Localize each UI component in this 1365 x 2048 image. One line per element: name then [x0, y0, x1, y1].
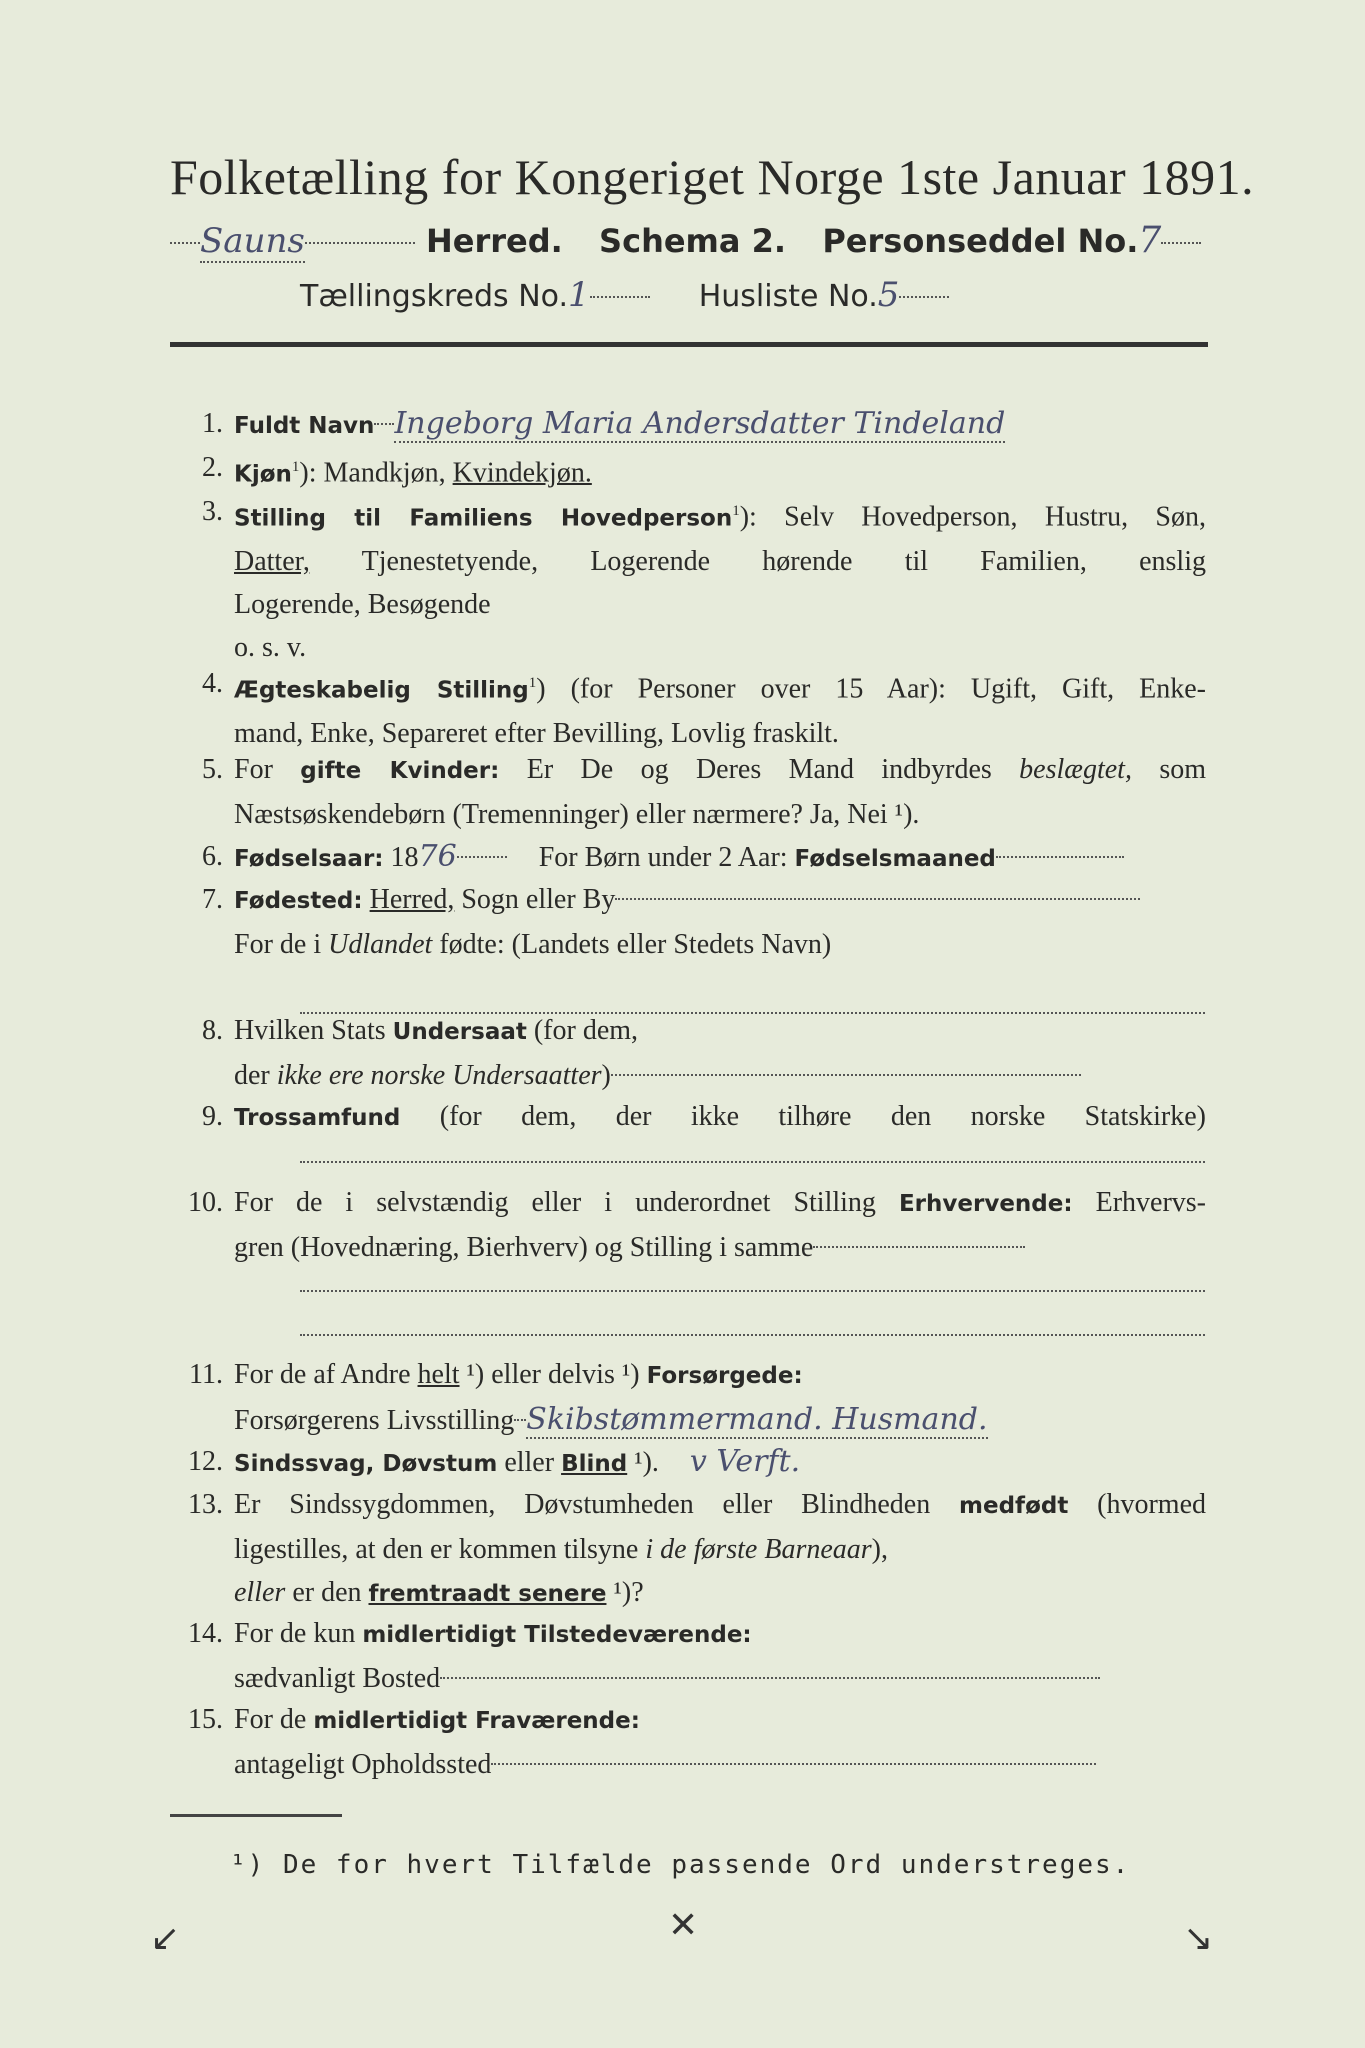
item-text: [234, 1353, 1206, 1442]
married-women-question-2: Næstsøskendebørn (Tremenninger) eller nærmere? Ja, Nei ¹).: [234, 799, 920, 830]
item-number: 15.: [188, 1704, 223, 1735]
marital-status-options: ) (for Personer over 15 Aar): Ugift, Gift, Enke-: [536, 673, 1206, 705]
item-number: 12.: [188, 1446, 223, 1477]
congenital-italic: i de første Barneaar: [645, 1534, 872, 1565]
disability-label: Sindssvag, Døvstum: [234, 1451, 498, 1477]
nationality-text-end: (for dem,: [526, 1015, 639, 1046]
marital-status-options-2: mand, Enke, Separeret efter Bevilling, Lovlig fraskilt.: [234, 718, 839, 750]
family-position-options-3: Logerende, Besøgende: [234, 589, 491, 621]
occupation-text-2: gren (Hovednæring, Bierhverv) og Stilling i samme: [234, 1232, 814, 1263]
husliste-label: Husliste No.: [698, 279, 878, 314]
provider-occupation-label: Forsørgerens Livsstilling: [234, 1405, 515, 1436]
item-text: [234, 748, 1206, 836]
item-number: 4.: [202, 668, 223, 699]
blank-line: [300, 1161, 1205, 1163]
corner-mark-icon: ↘: [1183, 1918, 1214, 1959]
birth-year-label: Fødselsaar:: [234, 846, 384, 872]
taellingskreds-value: 1: [568, 275, 590, 315]
birth-year-value: 76: [418, 839, 457, 874]
item-number: 2.: [202, 452, 223, 483]
item-number: 9.: [202, 1101, 223, 1132]
family-position-selected: Datter,: [234, 546, 310, 578]
item-number: 11.: [189, 1359, 223, 1390]
birth-month-text: For Børn under 2 Aar:: [538, 842, 795, 873]
full-name-value: Ingeborg Maria Andersdatter Tindeland: [394, 406, 1006, 441]
item-text: [234, 878, 1206, 966]
birth-month-label: Fødselsmaaned: [794, 846, 996, 872]
nationality-text-2-end: ): [601, 1060, 611, 1091]
item-text: [234, 402, 1206, 448]
item-text: [234, 446, 1206, 496]
item-text: [234, 1440, 1206, 1486]
family-position-label: Stilling til Familiens Hovedperson: [234, 505, 733, 532]
congenital-label: medfødt: [959, 1493, 1069, 1519]
sex-label: Kjøn: [234, 461, 292, 488]
temporary-present-text: For de kun: [234, 1618, 363, 1649]
probable-residence-label: antageligt Opholdssted: [234, 1749, 492, 1780]
form-title: Folketælling for Kongeriget Norge 1ste Januar 1891.: [170, 149, 1255, 205]
schema-label: Schema 2.: [599, 222, 787, 260]
provider-occupation-value: Skibstømmermand. Husmand.: [526, 1402, 988, 1437]
birthplace-label: Fødested:: [234, 888, 363, 914]
header-divider: [170, 342, 1208, 347]
provided-label: Forsørgede:: [646, 1363, 803, 1389]
temporary-absent-text: For de: [234, 1704, 314, 1735]
footnote-ref: 1: [291, 459, 300, 475]
full-name-label: Fuldt Navn: [234, 413, 375, 439]
married-women-label: gifte Kvinder:: [300, 758, 500, 784]
marital-status-label: Ægteskabelig Stilling: [234, 677, 529, 704]
nationality-text-2: der: [234, 1060, 277, 1091]
center-mark-icon: ✕: [668, 1905, 699, 1946]
nationality-label: Undersaat: [392, 1019, 527, 1045]
herred-label: Herred.: [425, 222, 563, 260]
item-text: [234, 1181, 1206, 1269]
occupation-text-end: Erhvervs-: [1072, 1187, 1207, 1218]
item-text: [234, 1483, 1206, 1616]
religion-label: Trossamfund: [234, 1105, 401, 1131]
item-number: 13.: [188, 1489, 223, 1520]
personseddel-value: 7: [1138, 220, 1162, 261]
disability-text-end: ¹).: [627, 1447, 659, 1478]
birthplace-options: Sogn eller By: [454, 884, 616, 915]
footnote: ¹) De for hvert Tilfælde passende Ord understreges.: [230, 1850, 1131, 1880]
taellingskreds-label: Tællingskreds No.: [300, 279, 568, 314]
blank-line: [300, 1334, 1205, 1336]
item-number: 5.: [202, 754, 223, 785]
herred-value: Sauns: [200, 221, 305, 261]
birth-year-prefix: 18: [383, 842, 419, 873]
occupation-label: Erhvervende:: [898, 1191, 1073, 1217]
sex-options: ): Mandkjøn,: [299, 457, 453, 489]
abroad-italic: Udlandet: [328, 929, 433, 960]
personseddel-label: Personseddel No.: [822, 222, 1139, 260]
temporary-absent-label: midlertidigt Fraværende:: [313, 1708, 640, 1734]
married-women-question: Er De og Deres Mand indbyrdes: [499, 754, 1020, 785]
husliste-value: 5: [877, 275, 900, 315]
family-position-options-2: Tjenestetyende, Logerende hørende til Familien, enslig: [309, 546, 1206, 578]
item-number: 7.: [202, 884, 223, 915]
family-position-options: ): Selv Hovedperson, Hustru, Søn,: [739, 501, 1206, 533]
item-text: [234, 1095, 1206, 1140]
item-text: [234, 1698, 1206, 1786]
family-position-etc: o. s. v.: [234, 632, 307, 664]
congenital-text-2: ligestilles, at den er kommen tilsyne: [234, 1534, 646, 1565]
nationality-text: Hvilken Stats: [234, 1015, 393, 1046]
item-number: 14.: [188, 1618, 223, 1649]
later-onset-label: fremtraadt senere: [368, 1581, 607, 1607]
congenital-text-3-end: ¹)?: [606, 1577, 644, 1608]
disability-value: v Verft.: [689, 1444, 801, 1479]
header-row-1: [170, 220, 1201, 261]
disability-blind-label: Blind: [561, 1451, 628, 1477]
item-text: [234, 1612, 1206, 1700]
item-number: 10.: [188, 1187, 223, 1218]
usual-residence-label: sædvanligt Bosted: [234, 1663, 441, 1694]
congenital-text-3: er den: [285, 1577, 369, 1608]
birthplace-selected: Herred,: [369, 884, 455, 915]
congenital-text-end: (hvormed: [1068, 1489, 1207, 1520]
item-lead: For: [234, 754, 301, 785]
footnote-divider: [170, 1814, 342, 1817]
congenital-text: Er Sindssygdommen, Døvstumheden eller Blindheden: [234, 1489, 960, 1520]
item-text: [234, 835, 1206, 881]
blank-line: [300, 1290, 1205, 1292]
header-row-2: [300, 275, 949, 315]
abroad-text: For de i: [234, 929, 329, 960]
item-number: 3.: [202, 496, 223, 527]
congenital-text-2-end: ),: [871, 1534, 888, 1565]
congenital-italic-2: eller: [234, 1577, 286, 1608]
corner-mark-icon: ↙: [150, 1918, 181, 1959]
occupation-text: For de i selvstændig eller i underordnet Stilling: [234, 1187, 899, 1218]
item-number: 1.: [202, 408, 223, 439]
provided-selected: helt: [417, 1359, 460, 1390]
religion-text: (for dem, der ikke tilhøre den norske Statskirke): [439, 1101, 1206, 1132]
married-women-question-end: som: [1131, 754, 1207, 785]
item-text: Ægteskabelig Stilling$^1$) (for Personer over 15 Aar): Ugift, Gift, Enke- mand, Enke, Separeret efter Bevilling, Lovlig fraskilt.: [234, 662, 1206, 755]
abroad-text-end: fødte: (Landets eller Stedets Navn): [432, 929, 832, 960]
married-women-italic: beslægtet,: [1019, 754, 1132, 785]
item-text: [234, 1009, 1206, 1097]
temporary-present-label: midlertidigt Tilstedeværende:: [362, 1622, 752, 1648]
nationality-italic: ikke ere norske Undersaatter: [276, 1060, 602, 1091]
item-number: 6.: [202, 841, 223, 872]
sex-selected: Kvindekjøn.: [452, 457, 592, 489]
provided-text: For de af Andre: [234, 1359, 418, 1390]
item-number: 8.: [202, 1015, 223, 1046]
disability-text: eller: [497, 1447, 562, 1478]
item-text: Stilling til Familiens Hovedperson$^1$): Selv Hovedperson, Hustru, Søn, Datter, Tjenestetyende, Logerende hørende til Familien, enslig Logerende, Besøgende o. s. v.: [234, 490, 1206, 669]
provided-text-mid: ¹) eller delvis ¹): [459, 1359, 647, 1390]
